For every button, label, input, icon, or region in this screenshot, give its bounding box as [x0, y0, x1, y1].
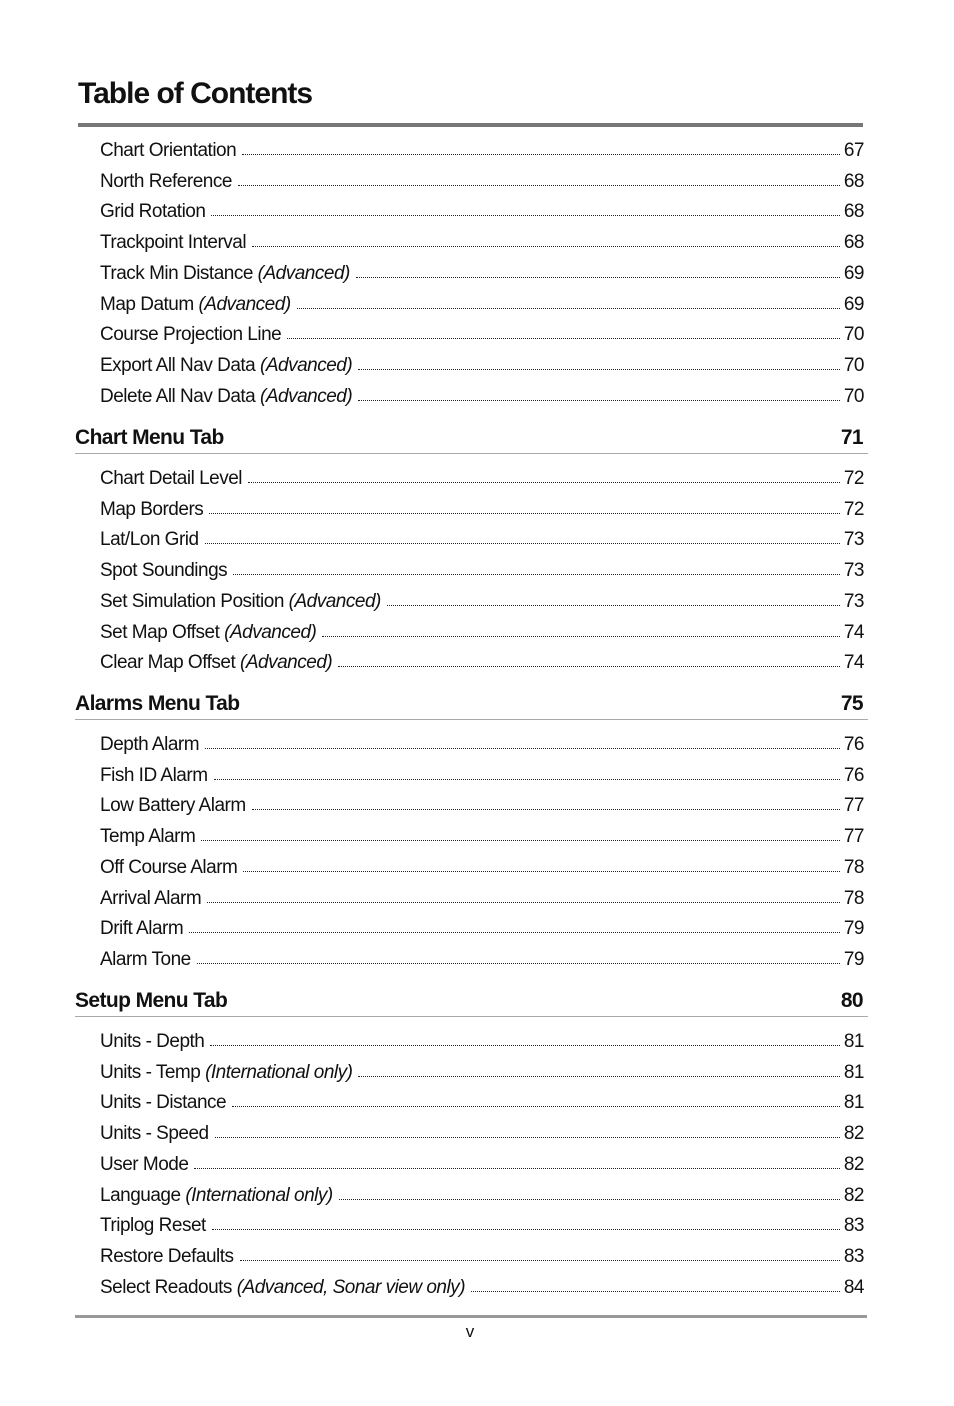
toc-entry-title: Low Battery Alarm — [100, 795, 246, 817]
toc-entry-label — [100, 171, 232, 193]
toc-entry-label — [100, 324, 281, 346]
toc-entry-title: Drift Alarm — [100, 918, 184, 940]
dot-leader — [232, 1106, 840, 1107]
toc-entry-note: (Advanced) — [224, 621, 317, 643]
toc-entry[interactable] — [100, 756, 864, 787]
toc-entry[interactable] — [100, 725, 864, 756]
toc-entry[interactable] — [100, 377, 864, 408]
toc-entry-note: (Advanced) — [257, 262, 350, 284]
dot-leader — [338, 666, 840, 667]
toc-entry-title: Units - Distance — [100, 1092, 227, 1114]
toc-entry[interactable] — [100, 192, 864, 223]
toc-entry-page: 68 — [843, 232, 864, 254]
toc-entry[interactable] — [100, 162, 864, 193]
dot-leader — [209, 513, 840, 514]
section-heading-label: Chart Menu Tab — [75, 426, 224, 449]
toc-entry[interactable] — [100, 131, 864, 162]
toc-entry-label — [100, 857, 237, 879]
toc-entry[interactable] — [100, 848, 864, 879]
toc-entry-title: Off Course Alarm — [100, 856, 238, 878]
toc-entry[interactable] — [100, 1176, 864, 1207]
toc-entry[interactable] — [100, 285, 864, 316]
toc-entry-title: Units - Speed — [100, 1123, 209, 1145]
toc-entry-label — [100, 795, 246, 817]
toc-entry[interactable] — [100, 1237, 864, 1268]
toc-entry-label — [100, 1154, 188, 1176]
section-heading[interactable] — [75, 420, 863, 454]
toc-entry[interactable] — [100, 909, 864, 940]
toc-entry-title: Grid Rotation — [100, 201, 206, 223]
toc-entry-page: 82 — [843, 1123, 864, 1145]
toc-entry-page: 74 — [843, 652, 864, 674]
toc-entry[interactable] — [100, 520, 864, 551]
toc-entry[interactable] — [100, 582, 864, 613]
toc-entry-label — [100, 1031, 204, 1053]
toc-entry[interactable] — [100, 1114, 864, 1145]
toc-entry-page: 79 — [843, 948, 864, 970]
toc-entry[interactable] — [100, 346, 864, 377]
toc-entry-note: (Advanced) — [288, 590, 381, 612]
toc-entry-page: 79 — [843, 918, 864, 940]
toc-entry-page: 83 — [843, 1245, 864, 1267]
toc-entry-label — [100, 1246, 234, 1268]
toc-entry-label — [100, 201, 205, 223]
toc-entry[interactable] — [100, 817, 864, 848]
toc-entry-page: 73 — [843, 560, 864, 582]
toc-entry-label — [100, 294, 291, 316]
toc-entry-page: 82 — [843, 1184, 864, 1206]
section-heading-page: 75 — [840, 692, 863, 715]
toc-entry-title: Select Readouts — [100, 1276, 232, 1298]
dot-leader — [212, 1229, 840, 1230]
toc-entry-page: 72 — [843, 498, 864, 520]
toc-entry-title: Arrival Alarm — [100, 887, 202, 909]
dot-leader — [238, 185, 840, 186]
toc-entry-title: Export All Nav Data — [100, 354, 256, 376]
dot-leader — [197, 963, 840, 964]
page-number: v — [465, 1322, 475, 1341]
toc-entry[interactable] — [100, 1022, 864, 1053]
toc-entry-label — [100, 1092, 226, 1114]
dot-leader — [248, 482, 840, 483]
toc-entry-title: Language — [100, 1184, 181, 1206]
dot-leader — [471, 1291, 840, 1292]
toc-entry-label — [100, 1062, 352, 1084]
toc-entry-label — [100, 263, 350, 285]
toc-entry[interactable] — [100, 551, 864, 582]
toc-entry-title: Clear Map Offset — [100, 652, 236, 674]
toc-entry-label — [100, 529, 199, 551]
footer-rule — [75, 1315, 867, 1318]
dot-leader — [240, 1260, 840, 1261]
dot-leader — [287, 338, 840, 339]
toc-entry-page: 81 — [843, 1092, 864, 1114]
toc-entry-page: 70 — [843, 354, 864, 376]
toc-entry-label — [100, 232, 246, 254]
toc-entry-label — [100, 918, 183, 940]
toc-entry-page: 81 — [843, 1031, 864, 1052]
toc-entry-label — [100, 468, 242, 490]
section-heading-label: Alarms Menu Tab — [75, 692, 240, 715]
toc-entry-page: 68 — [843, 170, 864, 192]
toc-entry-title: Fish ID Alarm — [100, 764, 208, 786]
toc-entry-page: 77 — [843, 795, 864, 817]
toc-entry[interactable] — [100, 786, 864, 817]
toc-entry-title: Set Simulation Position — [100, 590, 284, 612]
toc-entry-title: Trackpoint Interval — [100, 232, 247, 254]
toc-entry-title: Chart Detail Level — [100, 468, 243, 489]
dot-leader — [215, 1137, 840, 1138]
toc-entry-title: Spot Soundings — [100, 560, 228, 582]
toc-entry-label — [100, 949, 191, 971]
dot-leader — [358, 400, 840, 401]
dot-leader — [252, 246, 840, 247]
toc-entry-page: 76 — [843, 764, 864, 786]
toc-entry-title: Depth Alarm — [100, 734, 200, 755]
toc-entry[interactable] — [100, 1145, 864, 1176]
toc-entry-title: Lat/Lon Grid — [100, 529, 199, 551]
toc-entry-note: (Advanced, Sonar view only) — [236, 1276, 466, 1298]
toc-entry-title: Restore Defaults — [100, 1245, 234, 1267]
toc-entry-label — [100, 591, 381, 613]
toc-entry-note: (Advanced) — [198, 293, 291, 315]
toc-entry-note: (Advanced) — [260, 385, 353, 407]
toc-entry-title: Track Min Distance — [100, 262, 253, 284]
toc-entry[interactable] — [100, 459, 864, 490]
dot-leader — [358, 1076, 839, 1077]
dot-leader — [207, 902, 840, 903]
toc-entry-page: 78 — [843, 887, 864, 909]
dot-leader — [387, 605, 840, 606]
toc-entry-page: 74 — [843, 621, 864, 643]
toc-entry-page: 70 — [843, 385, 864, 407]
toc-entry-page: 77 — [843, 826, 864, 848]
toc-entry-label — [100, 140, 236, 162]
section-heading-page: 71 — [840, 426, 863, 449]
dot-leader — [356, 277, 840, 278]
toc-entry-note: (Advanced) — [240, 652, 333, 674]
toc-entry-label — [100, 560, 227, 582]
section-heading[interactable] — [75, 686, 863, 720]
section-rule — [75, 1016, 868, 1017]
toc-entry[interactable] — [100, 940, 864, 971]
toc-entry-label — [100, 622, 316, 644]
toc-entry-note: (International only) — [185, 1184, 333, 1206]
toc-entry-page: 81 — [843, 1061, 864, 1083]
toc-entry-label — [100, 888, 201, 910]
toc-entry-title: North Reference — [100, 170, 232, 192]
toc-entry-label — [100, 1123, 209, 1145]
dot-leader — [210, 1045, 839, 1046]
toc-entry-label — [100, 652, 332, 674]
toc-entry-label — [100, 734, 199, 756]
toc-entry-page: 67 — [843, 140, 864, 161]
dot-leader — [322, 636, 840, 637]
toc-entry-note: (International only) — [205, 1061, 353, 1083]
toc-entry[interactable] — [100, 254, 864, 285]
section-heading[interactable] — [75, 983, 863, 1017]
dot-leader — [242, 154, 840, 155]
toc-entry-label — [100, 386, 352, 408]
toc-entry-page: 84 — [843, 1276, 864, 1298]
dot-leader — [214, 779, 840, 780]
dot-leader — [189, 932, 840, 933]
toc-entry-label — [100, 765, 208, 787]
toc-entry-note: (Advanced) — [260, 354, 353, 376]
toc-entry-page: 72 — [843, 468, 864, 489]
toc-entry-title: Map Datum — [100, 293, 194, 315]
toc-entry[interactable] — [100, 1053, 864, 1084]
toc-entry-label — [100, 1185, 333, 1207]
toc-entry[interactable] — [100, 613, 864, 644]
toc-entry-page: 73 — [843, 590, 864, 612]
toc-entry-title: Map Borders — [100, 498, 204, 520]
toc-entry-title: Delete All Nav Data — [100, 385, 256, 407]
toc-entry-title: Units - Depth — [100, 1031, 205, 1052]
section-heading-page: 80 — [840, 989, 863, 1012]
toc-entry-label — [100, 499, 203, 521]
toc-entry-label — [100, 1215, 206, 1237]
toc-entry-title: User Mode — [100, 1153, 189, 1175]
dot-leader — [252, 809, 840, 810]
section-heading-label: Setup Menu Tab — [75, 989, 228, 1012]
toc-entry[interactable] — [100, 223, 864, 254]
toc-entry-title: Temp Alarm — [100, 826, 196, 848]
toc-entry-title: Chart Orientation — [100, 140, 237, 161]
toc-entry[interactable] — [100, 1268, 864, 1299]
toc-entry[interactable] — [100, 315, 864, 346]
toc-entry-label — [100, 826, 195, 848]
toc-entry-title: Triplog Reset — [100, 1215, 206, 1237]
dot-leader — [211, 215, 839, 216]
dot-leader — [201, 840, 840, 841]
toc-entry-page: 73 — [843, 529, 864, 551]
dot-leader — [205, 748, 840, 749]
toc-entry[interactable] — [100, 643, 864, 674]
toc-entry-page: 83 — [843, 1215, 864, 1237]
toc-entry-page: 76 — [843, 734, 864, 755]
section-rule — [75, 719, 868, 720]
page-title: Table of Contents — [78, 77, 313, 110]
toc-entry-title: Units - Temp — [100, 1061, 201, 1083]
dot-leader — [194, 1168, 839, 1169]
toc-entry-page: 68 — [843, 201, 864, 223]
toc-entry[interactable] — [100, 879, 864, 910]
toc-entry-title: Course Projection Line — [100, 324, 282, 346]
toc-entry-page: 69 — [843, 293, 864, 315]
toc-entry-title: Alarm Tone — [100, 948, 191, 970]
toc-entry-label — [100, 355, 352, 377]
toc-entry-page: 78 — [843, 856, 864, 878]
toc-entry[interactable] — [100, 1206, 864, 1237]
dot-leader — [358, 369, 840, 370]
toc-entry-title: Set Map Offset — [100, 621, 220, 643]
dot-leader — [205, 543, 840, 544]
toc-entry-page: 82 — [843, 1153, 864, 1175]
toc-entry-label — [100, 1277, 465, 1299]
dot-leader — [297, 308, 840, 309]
toc-entry[interactable] — [100, 1083, 864, 1114]
dot-leader — [243, 871, 839, 872]
toc-entry-page: 69 — [843, 262, 864, 284]
toc-entry[interactable] — [100, 490, 864, 521]
section-rule — [75, 453, 868, 454]
dot-leader — [339, 1199, 840, 1200]
title-rule — [78, 123, 863, 127]
toc-entry-page: 70 — [843, 324, 864, 346]
dot-leader — [233, 574, 840, 575]
